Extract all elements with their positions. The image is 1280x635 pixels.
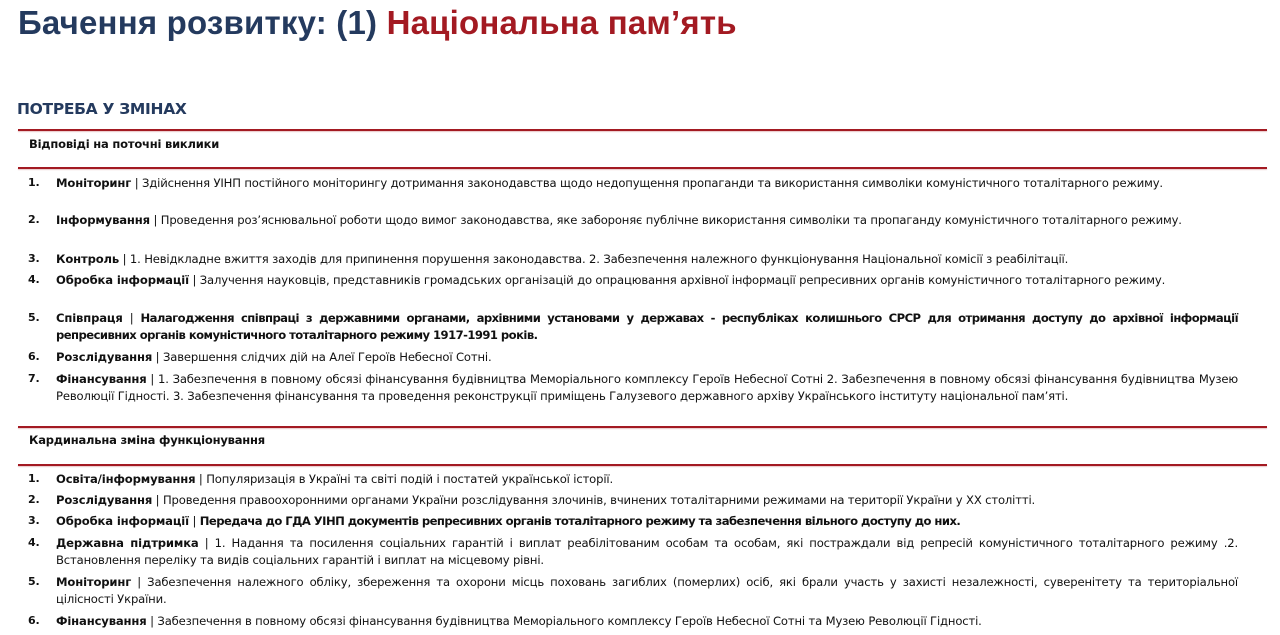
item-number: 4.	[28, 536, 40, 549]
item-label: Моніторинг	[56, 176, 132, 190]
item-label: Розслідування	[56, 350, 153, 364]
page-title-prefix: Бачення розвитку: (1)	[18, 4, 387, 41]
item-text: Забезпечення належного обліку, збереження та охорони місць поховань загиблих (померлих) осіб, які брали участь у захисті незалежності, суверенітету та територіальної цілісності України.	[56, 575, 1238, 606]
item-number: 2.	[28, 213, 40, 226]
item-text: Завершення слідчих дій на Алеї Героїв Небесної Сотні.	[162, 350, 492, 364]
item-text: Проведення правоохоронними органами України розслідування злочинів, вчинених тоталітарними режимами на території України у ХХ столітті.	[162, 493, 1036, 507]
item-number: 1.	[28, 472, 40, 485]
item-number: 5.	[28, 311, 40, 324]
list-item: 4. Державна підтримка | 1. Надання та посилення соціальних гарантій і виплат реабілітованим особам та особам, які постраждали від репресій комуністичного тоталітарного режиму .2. Встановлення переліку та видів соціальних гарантій і виплат на місцевому рівні.	[28, 536, 1239, 567]
item-label: Співпраця	[56, 311, 123, 325]
item-number: 6.	[28, 614, 40, 627]
list-item: 7. Фінансування | 1. Забезпечення в повному обсязі фінансування будівництва Меморіального комплексу Героїв Небесної Сотні 2. Забезпечення в повному обсязі фінансування будівництва Музею Революції Гідності. 3. Забезпечення фінансування та проведення реконструкції приміщень Галузевого державного архіву Українського інституту національної пам’яті.	[28, 372, 1239, 403]
item-text: Забезпечення в повному обсязі фінансування будівництва Меморіального комплексу Героїв Небесної Сотні та Музею Революції Гідності.	[157, 614, 982, 628]
item-number: 6.	[28, 350, 40, 363]
item-text: Передача до ГДА УІНП документів репресивних органів тоталітарного режиму та забезпечення вільного доступу до них.	[199, 514, 961, 528]
list-item: 5. Моніторинг | Забезпечення належного обліку, збереження та охорони місць поховань загиблих (померлих) осіб, які брали участь у захисті незалежності, суверенітету та територіальної цілісності України.	[28, 575, 1238, 606]
item-number: 4.	[28, 273, 40, 286]
item-label: Фінансування	[56, 614, 147, 628]
item-label: Моніторинг	[56, 575, 132, 589]
section-heading: ПОТРЕБА У ЗМІНАХ	[17, 100, 187, 118]
item-text: 1. Забезпечення в повному обсязі фінансування будівництва Меморіального комплексу Героїв Небесної Сотні 2. Забезпечення в повному обсязі фінансування будівництва Музею Революції Гідності. 3. Забезпечення фінансування та проведення реконструкції приміщень Галузевого державного архіву Українського інституту національної пам’яті.	[56, 372, 1239, 403]
list-item: 2. Розслідування | Проведення правоохоронними органами України розслідування злочинів, вчинених тоталітарними режимами на території України у ХХ столітті.	[28, 493, 1036, 507]
list-item: 6. Розслідування | Завершення слідчих дій на Алеї Героїв Небесної Сотні.	[28, 350, 492, 364]
item-text: 1. Надання та посилення соціальних гарантій і виплат реабілітованим особам та особам, які постраждали від репресій комуністичного тоталітарного режиму .2. Встановлення переліку та видів соціальних гарантій і виплат на місцевому рівні.	[56, 536, 1239, 567]
list-item: 6. Фінансування | Забезпечення в повному обсязі фінансування будівництва Меморіального комплексу Героїв Небесної Сотні та Музею Революції Гідності.	[28, 614, 982, 628]
list-item: 3. Обробка інформації | Передача до ГДА УІНП документів репресивних органів тоталітарного режиму та забезпечення вільного доступу до них.	[28, 514, 961, 528]
page-title	[18, 4, 737, 42]
item-text: Налагодження співпраці з державними органами, архівними установами у державах - республіках колишнього СРСР для отримання доступу до архівної інформації репресивних органів комуністичного тоталітарного режиму 1917-1991 років.	[56, 311, 1238, 342]
list-item: 5. Співпраця | Налагодження співпраці з державними органами, архівними установами у державах - республіках колишнього СРСР для отримання доступу до архівної інформації репресивних органів комуністичного тоталітарного режиму 1917-1991 років.	[28, 311, 1238, 342]
item-text: Проведення роз’яснювальної роботи щодо вимог законодавства, яке забороняє публічне використання символіки та пропаганду комуністичного тоталітарного режиму.	[160, 213, 1182, 227]
item-label: Контроль	[56, 252, 120, 266]
item-text: Здійснення УІНП постійного моніторингу дотримання законодавства щодо недопущення пропаганди та використання символіки комуністичного тоталітарного режиму.	[142, 176, 1163, 190]
item-label: Розслідування	[56, 493, 153, 507]
group-heading-fundamental-change: Кардинальна зміна функціонування	[29, 433, 265, 447]
item-label: Обробка інформації	[56, 514, 189, 528]
item-number: 7.	[28, 372, 40, 385]
list-item: 1. Освіта/інформування | Популяризація в Україні та світі подій і постатей української історії.	[28, 472, 613, 486]
divider-rule	[18, 464, 1267, 466]
item-label: Освіта/інформування	[56, 472, 196, 486]
list-item: 1. Моніторинг | Здійснення УІНП постійного моніторингу дотримання законодавства щодо недопущення пропаганди та використання символіки комуністичного тоталітарного режиму.	[28, 176, 1163, 190]
item-number: 2.	[28, 493, 40, 506]
list-item: 4. Обробка інформації | Залучення науковців, представників громадських організацій до опрацювання архівної інформації репресивних органів комуністичного тоталітарного режиму.	[28, 273, 1166, 287]
item-text: Популяризація в Україні та світі подій і постатей української історії.	[206, 472, 613, 486]
page-title-topic: Національна пам’ять	[386, 4, 737, 41]
item-label: Інформування	[56, 213, 150, 227]
group-heading-current-challenges: Відповіді на поточні виклики	[29, 137, 220, 151]
list-item: 2. Інформування | Проведення роз’яснювальної роботи щодо вимог законодавства, яке забороняє публічне використання символіки та пропаганду комуністичного тоталітарного режиму.	[28, 213, 1182, 227]
divider-rule	[18, 167, 1267, 169]
item-label: Фінансування	[56, 372, 147, 386]
item-text: 1. Невідкладне вжиття заходів для припинення порушення законодавства. 2. Забезпечення належного функціонування Національної комісії з реабілітації.	[129, 252, 1069, 266]
divider-rule	[18, 426, 1267, 428]
item-number: 1.	[28, 176, 40, 189]
item-number: 3.	[28, 252, 40, 265]
item-label: Обробка інформації	[56, 273, 189, 287]
item-number: 5.	[28, 575, 40, 588]
divider-rule	[18, 129, 1267, 131]
item-number: 3.	[28, 514, 40, 527]
list-item: 3. Контроль | 1. Невідкладне вжиття заходів для припинення порушення законодавства. 2. Забезпечення належного функціонування Національної комісії з реабілітації.	[28, 252, 1069, 266]
item-label: Державна підтримка	[56, 536, 199, 550]
item-text: Залучення науковців, представників громадських організацій до опрацювання архівної інформації репресивних органів комуністичного тоталітарного режиму.	[199, 273, 1166, 287]
